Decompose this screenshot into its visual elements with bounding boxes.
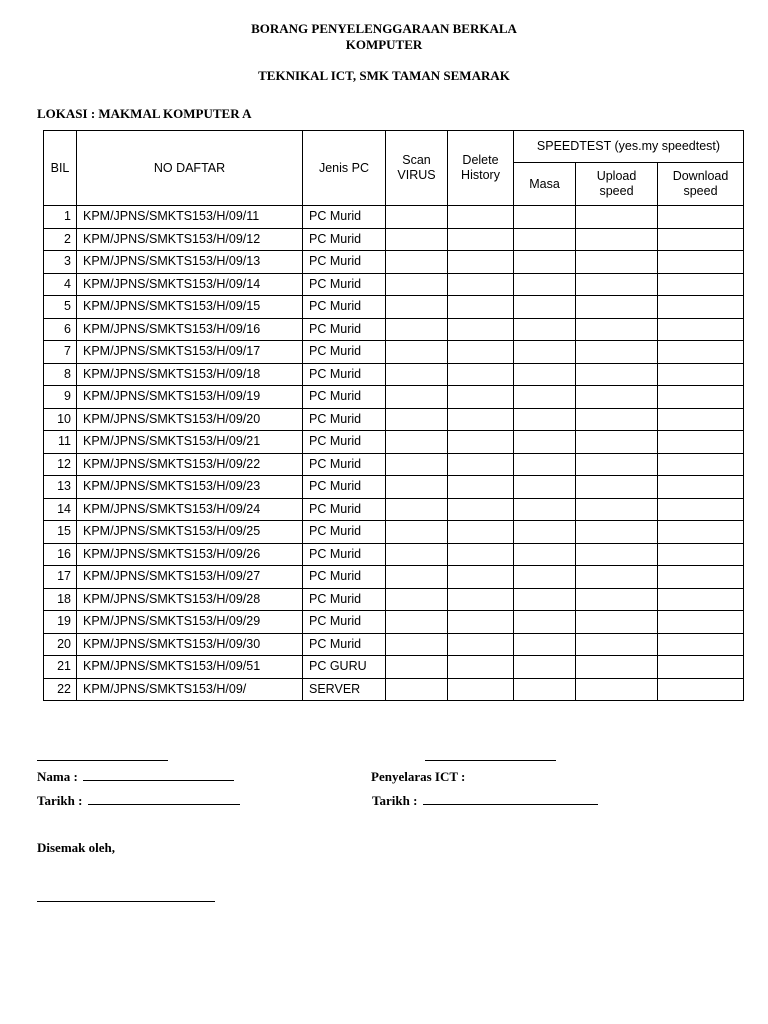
cell-bil: 1	[44, 206, 77, 229]
cell-download-speed[interactable]	[658, 273, 744, 296]
col-header-download-speed: Download speed	[658, 163, 744, 206]
cell-jenis-pc: PC Murid	[303, 543, 386, 566]
cell-scan-virus[interactable]	[386, 228, 448, 251]
cell-upload-speed[interactable]	[576, 633, 658, 656]
cell-jenis-pc: PC Murid	[303, 431, 386, 454]
cell-bil: 3	[44, 251, 77, 274]
cell-upload-speed[interactable]	[576, 543, 658, 566]
nama-field[interactable]	[83, 770, 234, 781]
table-row	[44, 341, 744, 364]
form-subtitle: TEKNIKAL ICT, SMK TAMAN SEMARAK	[258, 68, 510, 83]
cell-no-daftar: KPM/JPNS/SMKTS153/H/09/13	[77, 251, 303, 274]
cell-jenis-pc: PC Murid	[303, 341, 386, 364]
cell-download-speed[interactable]	[658, 588, 744, 611]
cell-delete-history[interactable]	[448, 296, 514, 319]
table-row	[44, 656, 744, 679]
nama-row	[37, 769, 234, 785]
cell-no-daftar: KPM/JPNS/SMKTS153/H/09/21	[77, 431, 303, 454]
cell-upload-speed[interactable]	[576, 476, 658, 499]
cell-no-daftar: KPM/JPNS/SMKTS153/H/09/	[77, 678, 303, 701]
cell-delete-history[interactable]	[448, 431, 514, 454]
table-row	[44, 498, 744, 521]
disemak-label: Disemak oleh,	[37, 840, 115, 855]
cell-no-daftar: KPM/JPNS/SMKTS153/H/09/11	[77, 206, 303, 229]
cell-bil: 6	[44, 318, 77, 341]
penyelaras-ict-label: Penyelaras ICT :	[371, 769, 466, 784]
cell-jenis-pc: PC Murid	[303, 296, 386, 319]
cell-scan-virus[interactable]	[386, 566, 448, 589]
cell-upload-speed[interactable]	[576, 431, 658, 454]
cell-upload-speed[interactable]	[576, 386, 658, 409]
cell-jenis-pc: PC Murid	[303, 498, 386, 521]
cell-scan-virus[interactable]	[386, 476, 448, 499]
form-title-line-1: BORANG PENYELENGGARAAN BERKALA	[251, 21, 517, 36]
cell-delete-history[interactable]	[448, 656, 514, 679]
cell-delete-history[interactable]	[448, 228, 514, 251]
cell-scan-virus[interactable]	[386, 296, 448, 319]
table-row	[44, 363, 744, 386]
cell-download-speed[interactable]	[658, 206, 744, 229]
cell-jenis-pc: PC Murid	[303, 251, 386, 274]
cell-scan-virus[interactable]	[386, 453, 448, 476]
cell-masa[interactable]	[514, 228, 576, 251]
cell-upload-speed[interactable]	[576, 228, 658, 251]
table-row	[44, 453, 744, 476]
cell-download-speed[interactable]	[658, 386, 744, 409]
cell-masa[interactable]	[514, 543, 576, 566]
cell-bil: 20	[44, 633, 77, 656]
cell-download-speed[interactable]	[658, 431, 744, 454]
cell-masa[interactable]	[514, 431, 576, 454]
cell-masa[interactable]	[514, 386, 576, 409]
cell-download-speed[interactable]	[658, 543, 744, 566]
cell-no-daftar: KPM/JPNS/SMKTS153/H/09/15	[77, 296, 303, 319]
cell-delete-history[interactable]	[448, 453, 514, 476]
cell-download-speed[interactable]	[658, 566, 744, 589]
cell-upload-speed[interactable]	[576, 498, 658, 521]
table-row	[44, 678, 744, 701]
cell-masa[interactable]	[514, 498, 576, 521]
col-header-delete-history: Delete History	[448, 131, 514, 206]
cell-masa[interactable]	[514, 318, 576, 341]
cell-no-daftar: KPM/JPNS/SMKTS153/H/09/14	[77, 273, 303, 296]
cell-jenis-pc: SERVER	[303, 678, 386, 701]
cell-upload-speed[interactable]	[576, 611, 658, 634]
cell-jenis-pc: PC GURU	[303, 656, 386, 679]
table-row	[44, 273, 744, 296]
cell-delete-history[interactable]	[448, 408, 514, 431]
cell-no-daftar: KPM/JPNS/SMKTS153/H/09/28	[77, 588, 303, 611]
cell-jenis-pc: PC Murid	[303, 386, 386, 409]
tarikh-field-left[interactable]	[88, 794, 240, 805]
cell-masa[interactable]	[514, 296, 576, 319]
table-row	[44, 588, 744, 611]
cell-scan-virus[interactable]	[386, 633, 448, 656]
cell-delete-history[interactable]	[448, 476, 514, 499]
cell-no-daftar: KPM/JPNS/SMKTS153/H/09/29	[77, 611, 303, 634]
cell-masa[interactable]	[514, 408, 576, 431]
cell-jenis-pc: PC Murid	[303, 611, 386, 634]
cell-download-speed[interactable]	[658, 318, 744, 341]
col-header-bil: BIL	[44, 131, 77, 206]
cell-bil: 8	[44, 363, 77, 386]
cell-bil: 15	[44, 521, 77, 544]
cell-jenis-pc: PC Murid	[303, 566, 386, 589]
tarikh-field-right[interactable]	[423, 794, 598, 805]
cell-scan-virus[interactable]	[386, 431, 448, 454]
cell-upload-speed[interactable]	[576, 318, 658, 341]
cell-scan-virus[interactable]	[386, 521, 448, 544]
cell-masa[interactable]	[514, 251, 576, 274]
cell-bil: 13	[44, 476, 77, 499]
col-header-masa: Masa	[514, 163, 576, 206]
cell-delete-history[interactable]	[448, 566, 514, 589]
cell-delete-history[interactable]	[448, 543, 514, 566]
cell-scan-virus[interactable]	[386, 318, 448, 341]
cell-no-daftar: KPM/JPNS/SMKTS153/H/09/23	[77, 476, 303, 499]
cell-masa[interactable]	[514, 521, 576, 544]
cell-upload-speed[interactable]	[576, 273, 658, 296]
cell-upload-speed[interactable]	[576, 363, 658, 386]
cell-upload-speed[interactable]	[576, 296, 658, 319]
table-row	[44, 543, 744, 566]
cell-download-speed[interactable]	[658, 363, 744, 386]
table-row	[44, 476, 744, 499]
cell-scan-virus[interactable]	[386, 611, 448, 634]
col-header-no-daftar: NO DAFTAR	[77, 131, 303, 206]
table-row	[44, 206, 744, 229]
cell-no-daftar: KPM/JPNS/SMKTS153/H/09/26	[77, 543, 303, 566]
cell-jenis-pc: PC Murid	[303, 228, 386, 251]
cell-delete-history[interactable]	[448, 363, 514, 386]
tarikh-label-right: Tarikh :	[372, 793, 418, 808]
cell-masa[interactable]	[514, 566, 576, 589]
cell-bil: 10	[44, 408, 77, 431]
cell-no-daftar: KPM/JPNS/SMKTS153/H/09/24	[77, 498, 303, 521]
cell-upload-speed[interactable]	[576, 678, 658, 701]
cell-upload-speed[interactable]	[576, 566, 658, 589]
cell-masa[interactable]	[514, 453, 576, 476]
cell-download-speed[interactable]	[658, 453, 744, 476]
cell-upload-speed[interactable]	[576, 408, 658, 431]
tarikh-row-left	[37, 793, 240, 809]
cell-delete-history[interactable]	[448, 678, 514, 701]
cell-scan-virus[interactable]	[386, 588, 448, 611]
cell-delete-history[interactable]	[448, 498, 514, 521]
location-label: LOKASI : MAKMAL KOMPUTER A	[37, 106, 252, 121]
cell-download-speed[interactable]	[658, 408, 744, 431]
cell-scan-virus[interactable]	[386, 386, 448, 409]
cell-scan-virus[interactable]	[386, 656, 448, 679]
cell-masa[interactable]	[514, 611, 576, 634]
table-row	[44, 611, 744, 634]
col-header-upload-speed: Upload speed	[576, 163, 658, 206]
cell-jenis-pc: PC Murid	[303, 206, 386, 229]
cell-no-daftar: KPM/JPNS/SMKTS153/H/09/12	[77, 228, 303, 251]
cell-delete-history[interactable]	[448, 341, 514, 364]
cell-no-daftar: KPM/JPNS/SMKTS153/H/09/30	[77, 633, 303, 656]
table-row	[44, 228, 744, 251]
cell-no-daftar: KPM/JPNS/SMKTS153/H/09/20	[77, 408, 303, 431]
cell-download-speed[interactable]	[658, 521, 744, 544]
cell-download-speed[interactable]	[658, 228, 744, 251]
cell-no-daftar: KPM/JPNS/SMKTS153/H/09/27	[77, 566, 303, 589]
col-header-scan-virus: Scan VIRUS	[386, 131, 448, 206]
cell-scan-virus[interactable]	[386, 273, 448, 296]
cell-bil: 12	[44, 453, 77, 476]
table-row	[44, 521, 744, 544]
cell-upload-speed[interactable]	[576, 656, 658, 679]
cell-upload-speed[interactable]	[576, 206, 658, 229]
tarikh-row-right	[372, 793, 598, 809]
cell-bil: 22	[44, 678, 77, 701]
cell-bil: 2	[44, 228, 77, 251]
cell-no-daftar: KPM/JPNS/SMKTS153/H/09/16	[77, 318, 303, 341]
cell-bil: 17	[44, 566, 77, 589]
table-row	[44, 318, 744, 341]
cell-masa[interactable]	[514, 363, 576, 386]
cell-delete-history[interactable]	[448, 251, 514, 274]
cell-download-speed[interactable]	[658, 633, 744, 656]
col-header-jenis-pc: Jenis PC	[303, 131, 386, 206]
cell-no-daftar: KPM/JPNS/SMKTS153/H/09/22	[77, 453, 303, 476]
cell-masa[interactable]	[514, 206, 576, 229]
nama-label: Nama :	[37, 769, 78, 784]
cell-bil: 5	[44, 296, 77, 319]
cell-scan-virus[interactable]	[386, 251, 448, 274]
cell-bil: 14	[44, 498, 77, 521]
cell-jenis-pc: PC Murid	[303, 363, 386, 386]
cell-no-daftar: KPM/JPNS/SMKTS153/H/09/25	[77, 521, 303, 544]
cell-jenis-pc: PC Murid	[303, 408, 386, 431]
cell-upload-speed[interactable]	[576, 588, 658, 611]
table-row	[44, 408, 744, 431]
cell-delete-history[interactable]	[448, 633, 514, 656]
signature-line-right[interactable]	[425, 760, 556, 761]
cell-bil: 19	[44, 611, 77, 634]
signature-line-left[interactable]	[37, 760, 168, 761]
cell-bil: 11	[44, 431, 77, 454]
cell-delete-history[interactable]	[448, 206, 514, 229]
cell-scan-virus[interactable]	[386, 498, 448, 521]
cell-upload-speed[interactable]	[576, 453, 658, 476]
cell-download-speed[interactable]	[658, 656, 744, 679]
cell-download-speed[interactable]	[658, 341, 744, 364]
cell-scan-virus[interactable]	[386, 678, 448, 701]
cell-no-daftar: KPM/JPNS/SMKTS153/H/09/18	[77, 363, 303, 386]
cell-delete-history[interactable]	[448, 273, 514, 296]
table-row	[44, 296, 744, 319]
cell-delete-history[interactable]	[448, 521, 514, 544]
form-title-line-2: KOMPUTER	[345, 37, 423, 52]
maintenance-table	[43, 130, 744, 701]
cell-masa[interactable]	[514, 588, 576, 611]
table-row	[44, 566, 744, 589]
cell-bil: 4	[44, 273, 77, 296]
signature-line-disemak[interactable]	[37, 901, 215, 902]
cell-jenis-pc: PC Murid	[303, 588, 386, 611]
table-body	[44, 206, 744, 701]
cell-download-speed[interactable]	[658, 251, 744, 274]
cell-download-speed[interactable]	[658, 611, 744, 634]
cell-scan-virus[interactable]	[386, 408, 448, 431]
cell-jenis-pc: PC Murid	[303, 521, 386, 544]
cell-jenis-pc: PC Murid	[303, 273, 386, 296]
cell-download-speed[interactable]	[658, 498, 744, 521]
cell-delete-history[interactable]	[448, 386, 514, 409]
cell-bil: 21	[44, 656, 77, 679]
cell-bil: 16	[44, 543, 77, 566]
table-row	[44, 633, 744, 656]
cell-no-daftar: KPM/JPNS/SMKTS153/H/09/19	[77, 386, 303, 409]
cell-delete-history[interactable]	[448, 611, 514, 634]
table-row	[44, 431, 744, 454]
table-row	[44, 386, 744, 409]
cell-upload-speed[interactable]	[576, 521, 658, 544]
cell-delete-history[interactable]	[448, 318, 514, 341]
cell-upload-speed[interactable]	[576, 251, 658, 274]
cell-masa[interactable]	[514, 678, 576, 701]
cell-masa[interactable]	[514, 476, 576, 499]
table-row	[44, 251, 744, 274]
cell-masa[interactable]	[514, 633, 576, 656]
cell-scan-virus[interactable]	[386, 543, 448, 566]
cell-masa[interactable]	[514, 341, 576, 364]
cell-delete-history[interactable]	[448, 588, 514, 611]
cell-upload-speed[interactable]	[576, 341, 658, 364]
cell-jenis-pc: PC Murid	[303, 633, 386, 656]
col-header-speedtest: SPEEDTEST (yes.my speedtest)	[514, 131, 744, 163]
cell-bil: 18	[44, 588, 77, 611]
cell-download-speed[interactable]	[658, 476, 744, 499]
cell-jenis-pc: PC Murid	[303, 453, 386, 476]
cell-bil: 7	[44, 341, 77, 364]
cell-no-daftar: KPM/JPNS/SMKTS153/H/09/51	[77, 656, 303, 679]
cell-jenis-pc: PC Murid	[303, 476, 386, 499]
tarikh-label-left: Tarikh :	[37, 793, 83, 808]
cell-jenis-pc: PC Murid	[303, 318, 386, 341]
cell-no-daftar: KPM/JPNS/SMKTS153/H/09/17	[77, 341, 303, 364]
cell-scan-virus[interactable]	[386, 363, 448, 386]
cell-scan-virus[interactable]	[386, 341, 448, 364]
cell-download-speed[interactable]	[658, 678, 744, 701]
cell-bil: 9	[44, 386, 77, 409]
cell-masa[interactable]	[514, 656, 576, 679]
cell-download-speed[interactable]	[658, 296, 744, 319]
cell-masa[interactable]	[514, 273, 576, 296]
cell-scan-virus[interactable]	[386, 206, 448, 229]
